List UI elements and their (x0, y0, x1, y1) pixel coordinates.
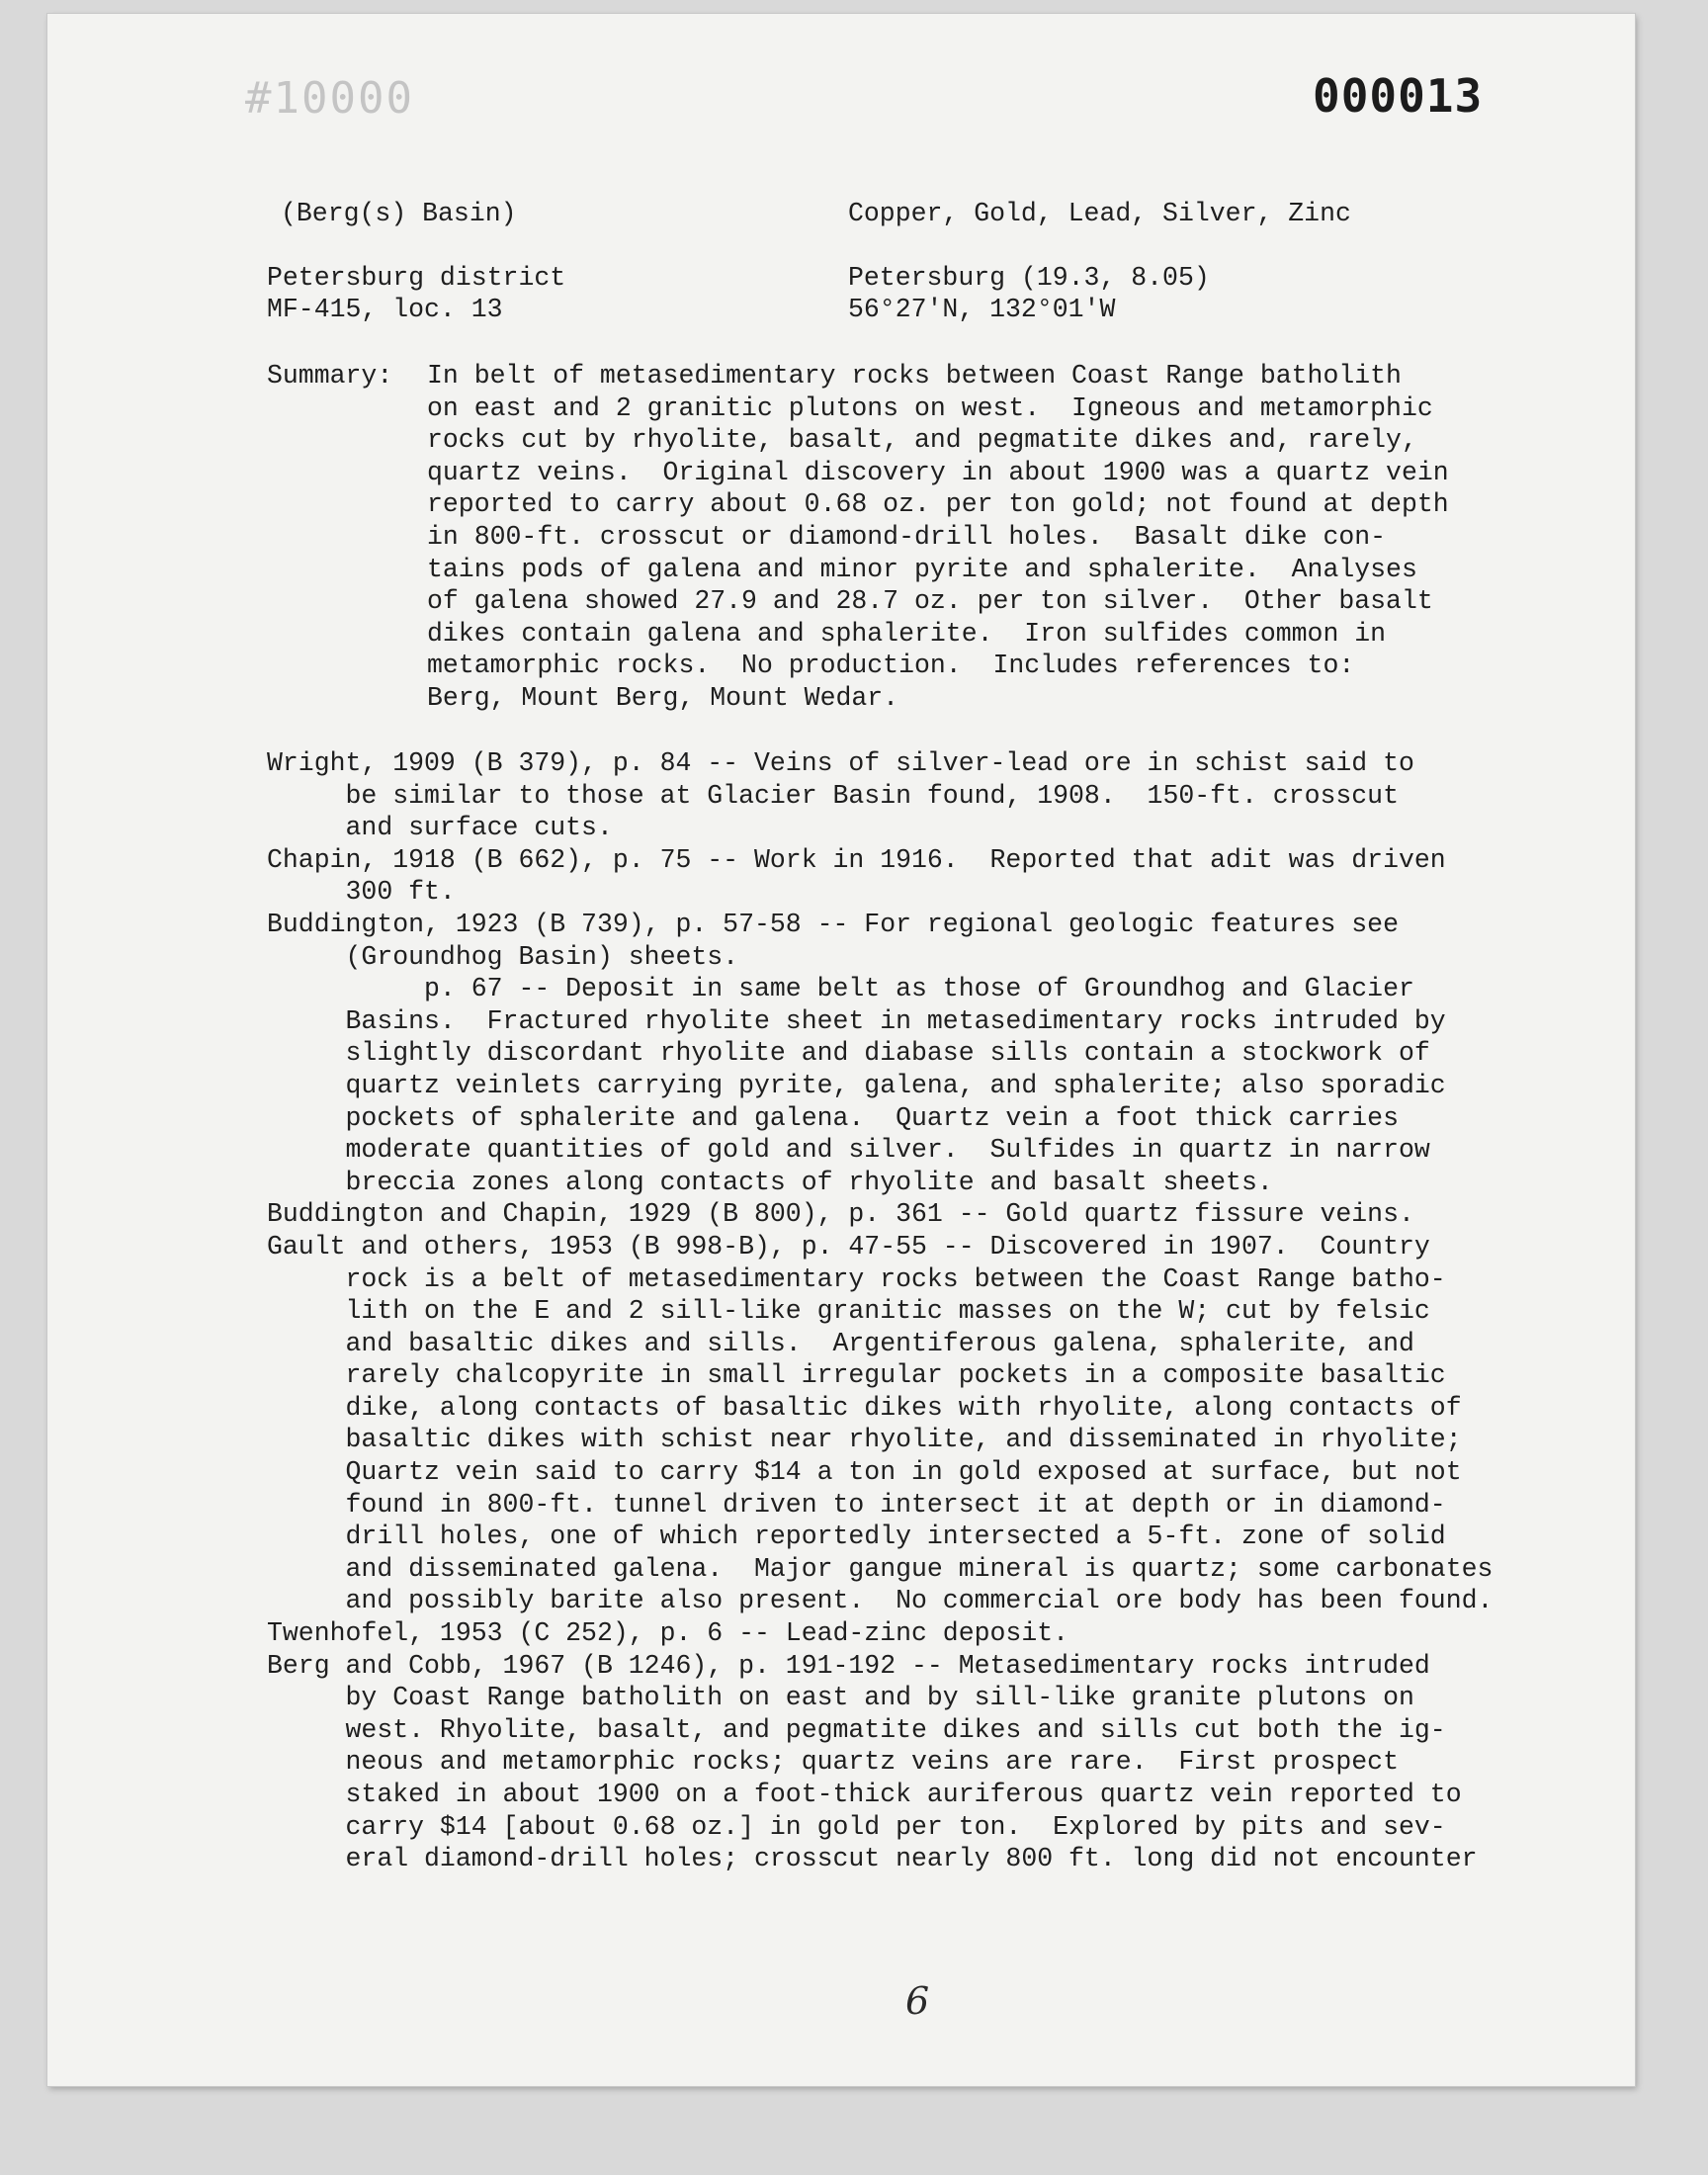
reference-line: carry $14 [about 0.68 oz.] in gold per ton. Explored by pits and sev- (267, 1811, 1446, 1842)
reference-line: by Coast Range batholith on east and by sill-like granite plutons on (267, 1683, 1414, 1713)
reference-line: rarely chalcopyrite in small irregular pockets in a composite basaltic (267, 1360, 1446, 1391)
quadrangle: Petersburg (19.3, 8.05) (848, 263, 1210, 293)
reference-line: moderate quantities of gold and silver. Sulfides in quartz in narrow (267, 1135, 1430, 1166)
reference-line: quartz veinlets carrying pyrite, galena, and sphalerite; also sporadic (267, 1070, 1446, 1100)
reference-line: Berg and Cobb, 1967 (B 1246), p. 191-192 -- Metasedimentary rocks intruded (267, 1650, 1430, 1681)
reference-line: found in 800-ft. tunnel driven to intersect it at depth or in diamond- (267, 1489, 1446, 1520)
summary-line: reported to carry about 0.68 oz. per ton gold; not found at depth (427, 489, 1449, 520)
reference-line: Twenhofel, 1953 (C 252), p. 6 -- Lead-zinc deposit. (267, 1618, 1069, 1649)
reference-line: p. 67 -- Deposit in same belt as those of Groundhog and Glacier (267, 974, 1414, 1004)
reference-line: 300 ft. (267, 877, 456, 908)
reference-line: basaltic dikes with schist near rhyolite, and disseminated in rhyolite; (267, 1425, 1462, 1455)
reference-line: drill holes, one of which reportedly intersected a 5-ft. zone of solid (267, 1522, 1446, 1552)
reference-line: rock is a belt of metasedimentary rocks between the Coast Range batho- (267, 1263, 1446, 1294)
coordinates: 56°27'N, 132°01'W (848, 295, 1116, 324)
summary-line: rocks cut by rhyolite, basalt, and pegmatite dikes and, rarely, (427, 425, 1417, 456)
reference-line: and basaltic dikes and sills. Argentiferous galena, sphalerite, and (267, 1328, 1414, 1358)
summary-line: of galena showed 27.9 and 28.7 oz. per ton silver. Other basalt (427, 586, 1433, 617)
reference-line: (Groundhog Basin) sheets. (267, 941, 739, 972)
reference-line: breccia zones along contacts of rhyolite and basalt sheets. (267, 1167, 1273, 1197)
reference-line: dike, along contacts of basaltic dikes with rhyolite, along contacts of (267, 1392, 1462, 1423)
summary-line: quartz veins. Original discovery in about 1900 was a quartz vein (427, 457, 1449, 487)
summary-line: dikes contain galena and sphalerite. Iron sulfides common in (427, 618, 1387, 649)
reference-line: be similar to those at Glacier Basin found, 1908. 150-ft. crosscut (267, 780, 1399, 811)
reference-line: Gault and others, 1953 (B 998-B), p. 47-55 -- Discovered in 1907. Country (267, 1231, 1430, 1262)
references-list (267, 747, 1493, 1875)
map-reference: MF-415, loc. 13 (267, 295, 503, 324)
document-number: 000013 (1313, 69, 1484, 123)
district: Petersburg district (267, 263, 566, 293)
summary-label: Summary: (267, 361, 393, 391)
summary-line: tains pods of galena and minor pyrite and sphalerite. Analyses (427, 554, 1417, 584)
reference-line: Buddington, 1923 (B 739), p. 57-58 -- For regional geologic features see (267, 909, 1399, 939)
deposit-name: (Berg(s) Basin) (281, 199, 517, 228)
reference-line: pockets of sphalerite and galena. Quartz vein a foot thick carries (267, 1102, 1399, 1133)
reference-line: Basins. Fractured rhyolite sheet in metasedimentary rocks intruded by (267, 1005, 1446, 1036)
reference-line: and possibly barite also present. No commercial ore body has been found. (267, 1586, 1494, 1616)
reference-line: Wright, 1909 (B 379), p. 84 -- Veins of silver-lead ore in schist said to (267, 748, 1414, 778)
summary-line: metamorphic rocks. No production. Includes references to: (427, 651, 1355, 681)
handwritten-page-number: 6 (905, 1979, 930, 2023)
reference-line: Quartz vein said to carry $14 a ton in gold exposed at surface, but not (267, 1457, 1462, 1488)
reference-line: eral diamond-drill holes; crosscut nearly 800 ft. long did not encounter (267, 1844, 1478, 1874)
reference-line: slightly discordant rhyolite and diabase sills contain a stockwork of (267, 1038, 1430, 1069)
reference-line: lith on the E and 2 sill-like granitic masses on the W; cut by felsic (267, 1296, 1430, 1327)
summary-line: In belt of metasedimentary rocks between Coast Range batholith (427, 361, 1402, 391)
reference-line: Buddington and Chapin, 1929 (B 800), p. 361 -- Gold quartz fissure veins. (267, 1199, 1414, 1230)
summary-line: in 800-ft. crosscut or diamond-drill holes. Basalt dike con- (427, 521, 1387, 552)
reference-line: and disseminated galena. Major gangue mineral is quartz; some carbonates (267, 1553, 1494, 1584)
document-page (47, 14, 1635, 2086)
reference-line: west. Rhyolite, basalt, and pegmatite dikes and sills cut both the ig- (267, 1714, 1446, 1745)
summary-text (427, 360, 1449, 715)
reference-line: and surface cuts. (267, 813, 613, 843)
summary-line: on east and 2 granitic plutons on west. Igneous and metamorphic (427, 392, 1433, 423)
reference-line: staked in about 1900 on a foot-thick auriferous quartz vein reported to (267, 1780, 1462, 1809)
summary-line: Berg, Mount Berg, Mount Wedar. (427, 682, 899, 713)
commodities: Copper, Gold, Lead, Silver, Zinc (848, 199, 1351, 228)
faint-stamp-number: #10000 (245, 73, 414, 124)
reference-line: Chapin, 1918 (B 662), p. 75 -- Work in 1916. Reported that adit was driven (267, 844, 1446, 875)
reference-line: neous and metamorphic rocks; quartz veins are rare. First prospect (267, 1747, 1399, 1778)
